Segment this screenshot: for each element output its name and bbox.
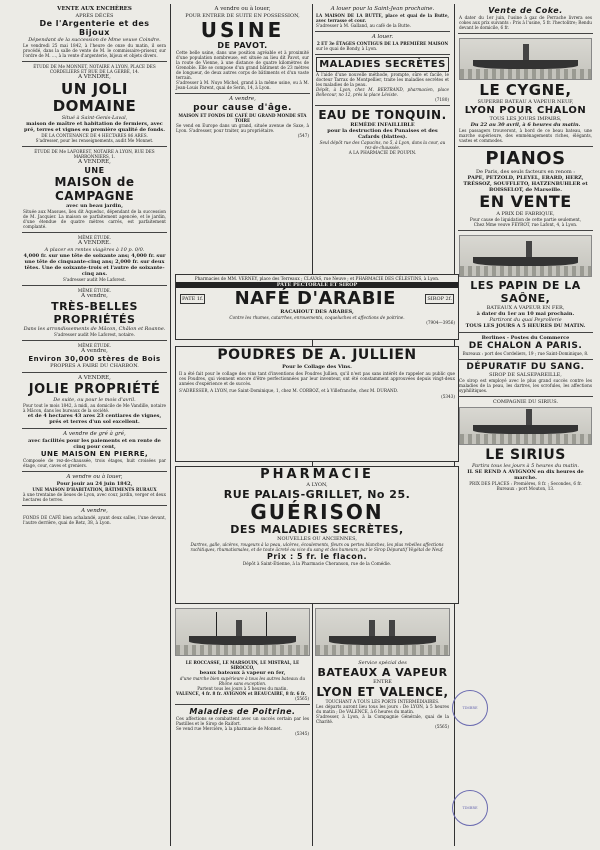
ad-subtitle: PROPRES A FAIRE DU CHARBON. xyxy=(50,363,139,369)
ship-funnel xyxy=(523,44,529,60)
ad-headline: EN VENTE xyxy=(479,192,572,211)
ad-heading: MÊME ÉTUDE. xyxy=(77,343,112,348)
ad-title: Berlines - Postes du Commerce xyxy=(481,335,570,341)
ad-contenance: DE LA CONTENANCE DE 4 HECTARES 86 ARES. xyxy=(41,133,148,138)
ad-title: UN JOLI DOMAINE xyxy=(52,80,137,115)
ad-heading: VENTE AUX ENCHÈRES xyxy=(57,6,132,12)
ad-feature: MAISON ET FONDS DE CAFÉ DU GRAND MONDE STA TOIRE xyxy=(178,113,307,123)
ad-auction xyxy=(22,4,167,62)
ad-type: A VENDRE. xyxy=(78,240,111,246)
price-badge-pate: PATE 1f. xyxy=(182,295,204,302)
ad-title: Maladies de Poitrine. xyxy=(189,707,296,716)
ship-mast xyxy=(266,612,267,636)
ad-subtitle: De suite, ou pour le mois d'avril. xyxy=(53,397,136,403)
ad-title: Vente de Coke. xyxy=(488,6,563,15)
ad-ref: (5565) xyxy=(295,696,309,701)
ad-address: RUE PALAIS-GRILLET, No 25. xyxy=(223,488,411,501)
ad-title-row xyxy=(176,288,458,309)
ad-contact: Dépôt, à Lyon, chez M. BERTRAND, pharmacien, place Bellecour, no 12, près la place Léviste. xyxy=(316,87,449,97)
ad-heading: MÊME ÉTUDE. xyxy=(77,235,112,240)
ship-funnel xyxy=(526,241,532,257)
ad-ref: (7180) xyxy=(435,97,449,102)
ad-title: UNE MAISON D'HABITATION, BÂTIMENTS RURAUX xyxy=(32,487,157,492)
ad-contact: A LA PHARMACIE DE POUPIN. xyxy=(348,150,417,155)
ad-subtitle: Dans les arrondissements de Mâcon, Châlon et Roanne. xyxy=(23,326,166,332)
ad-usine xyxy=(175,4,310,94)
ad-contact: S'ADRESSER, A LYON, rue Saint-Dominique, 1, chez M. CORBOZ, et à Villefranche, chez M. DURAND. xyxy=(179,388,399,393)
ad-feature: maison de maître et habitation de fermiers, avec pré, terres et vignes en première qualité de fonds. xyxy=(24,121,165,133)
ad-subtitle: Dépendant de la succession de Mme veuve Coindre. xyxy=(28,37,161,43)
ad-title: BATEAUX A VAPEUR xyxy=(317,666,448,679)
ad-proprietes xyxy=(22,286,167,341)
ship-illustration xyxy=(459,235,592,277)
ad-type: A louer pour la Saint-Jean prochaine. xyxy=(330,6,435,12)
ad-contact: S'adresser, pour les renseignements, audit Me Monnet. xyxy=(35,138,154,143)
ad-title: EAU DE TONQUIN. xyxy=(318,108,447,122)
ad-type: A vendre ou à louer, xyxy=(66,474,123,480)
ad-route: LYON ET VALENCE, xyxy=(316,685,449,699)
ad-body: d'une marche bien supérieure à tous les autres bateaux du Rhône sans exception. xyxy=(179,676,306,686)
ad-eau-tonquin xyxy=(315,106,450,158)
ship-illustration xyxy=(459,38,592,80)
ad-subtitle: TOUCHANT A TOUS LES PORTS INTERMÉDIAIRES. xyxy=(325,699,440,704)
ad-maison-campagne xyxy=(22,147,167,233)
ad-type: A louer. xyxy=(371,34,394,40)
ad-bois xyxy=(22,341,167,373)
ad-contact: Chez Mme veuve FEYROT, rue Lafont, 4, à Lyon. xyxy=(473,222,578,227)
ad-contact: S'adresser, à Lyon, à la Compagnie Générale, quai de la Charité. xyxy=(316,714,449,724)
ad-subtitle: RACAHOUT DES ARABES, xyxy=(280,309,354,315)
ad-ref: (547) xyxy=(297,133,309,138)
ad-between: ENTRE xyxy=(373,679,392,685)
ad-maison-pierre xyxy=(22,429,167,472)
ad-type: A VENDRE, xyxy=(78,159,111,165)
ad-domaine xyxy=(22,62,167,147)
price-badge-sirop: SIROP 2f. xyxy=(427,295,452,302)
ad-type: A vendre, xyxy=(81,348,108,354)
ship-water xyxy=(176,645,309,655)
ad-subtitle: avec facilités pour les paiements et en rente de cinq pour cent, xyxy=(28,438,161,450)
ad-ref: (5565) xyxy=(435,724,449,729)
ad-cafe-age xyxy=(175,94,310,141)
ad-route: LYON POUR CHALON xyxy=(464,105,587,116)
ad-contact: S'adresser à M. Nuyo Michel, grand à la même usine, ou à M. Jean-Louis Parent, quai de Serin, 14, à Lyon. xyxy=(176,80,309,90)
ship-water xyxy=(316,645,449,655)
ad-etages xyxy=(315,32,450,55)
ad-body: Ces affections se combattent avec un succès certain par les Pastilles et le Sirop de Raifort. xyxy=(176,716,309,726)
ad-body: S'adresser à M. Galland, au café de la Butte. xyxy=(316,23,411,28)
ad-subtitle: avec un beau jardin, xyxy=(66,203,123,209)
ad-schedule: Partent tous les jours à 5 heures du matin. xyxy=(197,686,288,691)
ad-company: COMPAGNIE DU SIRIUS. xyxy=(492,399,559,405)
ad-contact: S'adresser audit Me Laforest. xyxy=(62,277,127,282)
ad-title: POUDRES DE A. JULLIEN xyxy=(217,347,417,363)
ad-makers: PAPE, PETZOLD, PLEYEL, ERARD, HERZ, TRÉSSOZ, SOUFFLETO, HATZENBUHLER et BOISSELOT, de Marseille. xyxy=(463,175,588,193)
ad-headline: GUÉRISON xyxy=(250,500,384,524)
ad-title: De l'Argenterie et des Bijoux xyxy=(39,19,150,37)
ad-feature: et de 4 hectares 43 ares 23 centiares de vignes, prés et terres d'un sol excellent. xyxy=(27,413,162,425)
ad-body: Composée de rez-de-chaussée, trois étages, huit croisées par étage, cour, caves et greniers. xyxy=(23,458,166,468)
ad-pharmacie-palais-grillet xyxy=(175,466,459,604)
ad-lyon-valence xyxy=(315,658,450,732)
ad-location: A LYON, xyxy=(306,482,328,488)
ad-contact: Se vend rue Mercière, à la pharmacie de Monnet. xyxy=(176,726,282,731)
ad-body: Bureaux : port des Cordeliers, 19 ; rue Saint-Dominique, 8. xyxy=(462,351,589,356)
ad-title: DÉPURATIF DU SANG. xyxy=(466,362,585,372)
ad-destination: IL SE REND A AVIGNON en dix heures de marche. xyxy=(467,469,584,481)
ad-fonds-cafe xyxy=(22,506,167,528)
ship-hull xyxy=(473,257,578,266)
ad-type: A VENDRE, xyxy=(78,375,111,381)
ad-subheading: APRÈS DÉCÈS xyxy=(75,13,114,19)
ad-body: Le vendredi 25 mai 1842, à l'heure de onze du matin, il sera procédé, dans la salle de vente de M. le commissaire-priseur, sur l'ordre de M. ..., à la vente d'argenterie, bijoux et objets divers. xyxy=(23,43,166,58)
ad-berlines xyxy=(458,333,593,360)
ad-title: UNE MAISON EN PIERRE, xyxy=(40,450,149,458)
ad-subtitle: A placer en rentes viagères à 10 p. 0/0. xyxy=(44,247,145,253)
ad-type: A vendre, xyxy=(81,293,108,299)
ad-jolie-propriete xyxy=(22,373,167,429)
ad-heading: ÉTUDE DE Me MONNET, NOTAIRE A LYON, PLACE DES CORDELIERS ET RUE DE LA GERBE, 14. xyxy=(33,64,156,74)
ad-rates: VALENCE, 4 fr. 8 fr. AVIGNON et BEAUCAIRE, 8 fr. 6 fr. xyxy=(176,691,307,696)
ad-feature: pour la destruction des Punaises et des Cafards (blattes). xyxy=(327,128,438,140)
ad-subtitle: REMÈDE INFAILLIBLE xyxy=(350,122,415,128)
ad-body: Située aux Massues, lieu dit Aqueduc, dépendant de la succession de M. Jacquier. La maison se parfaitement agencée, et le jardin, d'une étendue de quatre mètres carrés, est parfaitement complanté. xyxy=(23,209,166,229)
ad-maison-butte xyxy=(315,4,450,32)
ad-subtitle: NOUVELLES OU ANCIENNES, xyxy=(277,536,357,542)
ship-water xyxy=(460,69,591,79)
ad-depuratif xyxy=(458,360,593,397)
ship-funnel xyxy=(236,620,242,636)
ad-habitation xyxy=(22,472,167,506)
ad-title: MALADIES SECRÈTES xyxy=(316,57,449,72)
ad-subtitle: A PRIX DE FABRIQUE, xyxy=(496,211,555,217)
ad-pharmacies: Pharmacies de MM. VERNEY, place des Terreaux ; CLAVAS, rue Neuve ; et PHARMACIE DES CÉLESTINS, à Lyon. xyxy=(194,276,440,281)
ad-subtitle: BATEAUX A VAPEUR EN FER, xyxy=(486,305,565,311)
ad-title: LES PAPIN DE LA SAÔNE, xyxy=(470,279,581,305)
ad-title: pour cause d'âge. xyxy=(193,103,292,113)
ad-body: Cette belle usine, dans une position agréable et à proximité d'une population nombreuse, est située au lieu dit Pavot, sur la route de Vienne, à une distance de quatre kilomètres de Grenoble. Elle se compose d'un grand bâtiment de 23 mètres de longueur, de deux autres corps de bâtiments et d'un vaste terrain. xyxy=(176,50,309,80)
ad-title: LE SIRIUS xyxy=(485,447,566,463)
ad-title: TRÈS-BELLES PROPRIÉTÉS xyxy=(51,300,138,326)
ad-coke xyxy=(458,4,593,34)
ad-title: MAISON de CAMPAGNE xyxy=(54,175,135,203)
ad-maladies-poitrine xyxy=(175,705,310,739)
ad-sirius xyxy=(458,397,593,494)
ship-illustration xyxy=(175,608,310,656)
ad-subtitle: Pour jouir au 24 juin 1842, xyxy=(56,481,133,487)
ad-body: sur le quai de Bondy, à Lyon. xyxy=(316,46,378,51)
ad-body: FONDS DE CAFÉ bien achalandé, ayant deux salles, l'une devant, l'autre derrière, quai de Retz, 38, à Lyon. xyxy=(23,515,166,525)
ship-funnel xyxy=(526,409,532,425)
ad-schedule: TOUS LES JOURS A 5 HEURES DU MATIN. xyxy=(465,323,586,329)
ink-stamp: TIMBRE xyxy=(452,790,488,826)
ad-heading: ÉTUDE DE Me LAFOREST, NOTAIRE A LYON, RUE DES MARRONNIERS, 1. xyxy=(34,149,155,159)
ad-subtitle: Pour le Collage des Vins. xyxy=(282,364,352,370)
ad-poudres-jullien xyxy=(175,346,459,462)
ad-feature: 4,000 fr. sur une tête de soixante ans; 4,000 fr. sur une tête de cinquante-cinq ans; 2,000 fr. sur deux têtes. Une de soixante-trois et l'autre de soixante-cinq ans. xyxy=(23,253,166,277)
ad-title: beaux bateaux à vapeur en fer, xyxy=(199,670,286,676)
ship-water xyxy=(460,434,591,444)
ad-type: A vendre ou à louer, xyxy=(214,6,271,12)
ad-cygne xyxy=(458,34,593,147)
column-3 xyxy=(315,4,450,272)
boat-names: LE ROCCASSE, LE MARSOUIN, LE MISTRAL, LE SIROCCO, xyxy=(185,660,300,670)
column-2-bottom xyxy=(175,606,310,846)
ad-heading: MÊME ÉTUDE. xyxy=(77,288,112,293)
ad-prices: PRIX DES PLACES : Premières, 8 fr. ; Secondes, 6 fr. xyxy=(469,481,582,486)
ship-hull xyxy=(473,425,578,434)
ship-water xyxy=(460,266,591,276)
ad-subtitle: Situé à Saint-Genis-Laval, xyxy=(61,115,128,121)
ad-type: A vendre, xyxy=(229,96,256,102)
ad-schedule: TOUS LES JOURS IMPAIRS, xyxy=(489,116,562,122)
ship-mast xyxy=(216,612,217,636)
ad-title: PIANOS xyxy=(485,148,566,169)
column-3-bottom xyxy=(315,606,450,846)
ad-body: Pour tout le mois 1842, à midi, au domicile de Me Vandille, notaire à Mâcon, dans les bureaux de la société. xyxy=(23,403,166,413)
ad-body: Contre les rhumes, catarrhes, enrouements, coqueluches et affections de poitrine. xyxy=(229,315,405,320)
ad-body: Pour cause de liquidation de cette partie seulement, xyxy=(469,217,582,222)
ship-illustration xyxy=(315,608,450,656)
ad-subtitle-2: DE PAVOT. xyxy=(217,41,268,50)
ad-title: PHARMACIE xyxy=(260,467,374,482)
ship-hull xyxy=(329,636,435,645)
ad-dates: à dater du 1er au 10 mai prochain. xyxy=(476,311,575,317)
ad-title: LE CYGNE, xyxy=(479,81,572,99)
ad-title: JOLIE PROPRIÉTÉ xyxy=(28,382,161,397)
ship-illustration xyxy=(459,407,592,445)
ad-depart: Partiront du quai Peyrollerie xyxy=(489,317,562,323)
ad-dates: Du 22 au 30 avril, à 6 heures du matin. xyxy=(470,122,581,128)
column-rule xyxy=(170,4,171,846)
ad-nafe-arabie xyxy=(175,274,459,340)
ad-title-line1: UNE xyxy=(84,166,105,175)
ink-stamp: TIMBRE xyxy=(452,690,488,726)
ad-title: 2 ET 3e ÉTAGES CONTIGUS DE LA PREMIÈRE MAISON xyxy=(316,41,449,46)
ad-papin-saone xyxy=(458,231,593,333)
ad-body: Dartres, galle, ulcères, rougeurs à la peau, ulcères, écoulements, fleurs ou pertes blanches, les plus rebelles affections rachitiques, rhumatismales, et de toute âcreté ou vice du sang et des humeurs, par le Sirop Dépuratif Végétal de Neuf. xyxy=(190,542,444,552)
ad-intro: Service spécial des xyxy=(358,660,407,666)
ad-pianos xyxy=(458,147,593,231)
ad-title: USINE xyxy=(200,18,285,42)
ad-contact: Dépôt à Saint-Étienne, à la Pharmacie Cheranson, rue de la Comédie. xyxy=(242,561,392,566)
ad-title: NAFÉ D'ARABIE xyxy=(234,288,396,309)
ad-body: Il a été fait pour le collage des vins tant d'inventions des Poudres Jullien, qu'il n'est pas sans intérêt de rappeler au public que ces Poudres, qui viennent encore d'être perfectionnées par leur inventeur, ont été constamment approuvées depuis vingt-deux années d'expérience et de succès. xyxy=(179,371,455,386)
ad-contact: Bureaux : port Mouton, 13. xyxy=(496,486,555,491)
ship-hull xyxy=(189,636,295,645)
ship-funnel xyxy=(389,620,395,636)
column-2 xyxy=(175,4,310,272)
ad-body: A l'aide d'une nouvelle méthode, prompte, sûre et facile, le docteur Tarrax de Montpellier, traite les maladies secrètes et les maladies de la peau. xyxy=(316,72,449,87)
ad-body: Les passagers trouveront, à bord de ce beau bateau, une marche supérieure, des emménagements riches, élégants, vastes et commodes. xyxy=(459,128,592,143)
ad-subtitle: SIROP DE SALSEPAREILLE, xyxy=(489,372,562,378)
ad-price: Prix : 5 fr. le flacon. xyxy=(267,552,367,561)
ad-subtitle: SUPERBE BATEAU A VAPEUR NEUF, xyxy=(477,99,574,105)
column-1 xyxy=(22,4,167,846)
ad-ref: (5343) xyxy=(441,394,455,399)
ship-funnel xyxy=(369,620,375,636)
ad-body: à une trentaine de lieues de Lyon, avec cour, jardin, verger et deux hectares de terres. xyxy=(23,492,166,502)
ad-type: A vendre, xyxy=(81,508,108,514)
ad-title: Environ 30,000 stères de Bois xyxy=(28,355,161,363)
ad-intro: De Paris, des seuls facteurs en renom : xyxy=(476,169,575,175)
ad-body: Les départs auront lieu tous les jours : De LYON, à 5 heures du matin ; De VALENCE, à 6 heures du matin. xyxy=(316,704,449,714)
ad-rhone-boats xyxy=(175,658,310,705)
ad-ref: (7904—3956) xyxy=(426,320,455,325)
ad-subtitle: POUR ENTRER DE SUITE EN POSSESSION, xyxy=(185,13,300,19)
ad-schedule: Partira tous les jours à 5 heures du matin. xyxy=(472,463,579,469)
ad-type: A vendre de gré à gré, xyxy=(63,431,126,437)
ad-banner: PÂTE PECTORALE ET SIROP xyxy=(176,282,458,288)
ad-rentes xyxy=(22,233,167,286)
ad-body: Seul dépôt rue des Capucins, no 5, à Lyon, dans la cour, au rez-de-chaussée. xyxy=(319,140,446,150)
ad-ref: (5345) xyxy=(295,731,309,736)
ad-route: DE CHALON A PARIS. xyxy=(468,341,583,351)
ad-title: LA MAISON DE LA BUTTE, place et quai de la Butte, avec terrasse et cour. xyxy=(316,13,449,23)
ad-maladies-secretes xyxy=(315,55,450,106)
ad-contact: S'adresser audit Me Laforest, notaire. xyxy=(54,332,135,337)
ship-hull xyxy=(473,60,578,69)
ad-headline-2: DES MALADIES SECRÈTES, xyxy=(230,523,404,536)
ad-body: A dater du 1er juin, l'usine à gaz de Perrache livrera ses cokes aux prix suivants : Pris à l'usine, 5 fr. l'hectolitre; Rendu devant le domicile, 6 fr. xyxy=(459,15,592,30)
ad-body: Se vend en Europe dans un grand, située avenue de Saxe, à Lyon. S'adresser, pour traiter, au propriétaire. xyxy=(176,123,309,133)
ad-type: A VENDRE, xyxy=(78,74,111,80)
ad-body: Ce sirop est employé avec le plus grand succès contre les maladies de la peau, les dartres, les scrofules, les affections syphilitiques. xyxy=(459,378,592,393)
